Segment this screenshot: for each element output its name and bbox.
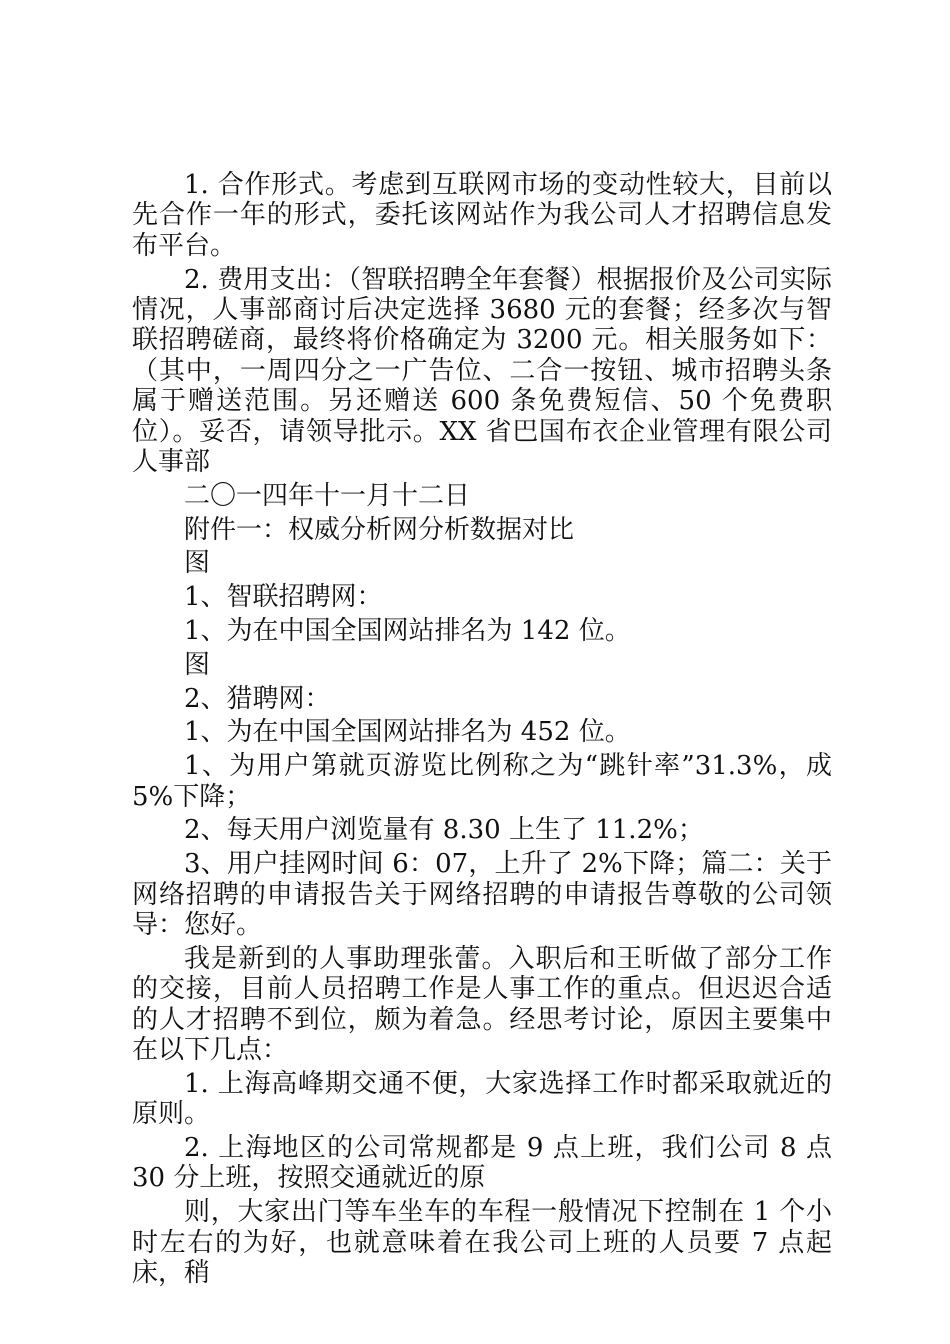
paragraph-figure-label: 图 <box>184 649 211 680</box>
paragraph-figure-label: 图 <box>184 548 211 579</box>
document-body <box>132 170 832 1288</box>
paragraph-bounce-rate: 1、为用户第就页游览比例称之为“跳针率”31.3%，成 5%下降； <box>132 751 832 812</box>
paragraph-daily-views: 2、每天用户浏览量有 8.30 上生了 11.2%； <box>184 815 704 846</box>
paragraph-online-time: 3、用户挂网时间 6：07，上升了 2%下降；篇二：关于网络招聘的申请报告关于网络招聘的申请报告尊敬的公司领导：您好。 <box>132 849 832 941</box>
paragraph-liepin-rank: 1、为在中国全国网站排名为 452 位。 <box>184 717 631 748</box>
paragraph-cooperation-form: 1. 合作形式。考虑到互联网市场的变动性较大，目前以先合作一年的形式，委托该网站作为我公司人才招聘信息发布平台。 <box>132 170 832 261</box>
paragraph-attachment-title: 附件一：权威分析网分析数据对比 <box>184 514 575 545</box>
paragraph-zhilian-rank: 1、为在中国全国网站排名为 142 位。 <box>184 616 631 647</box>
paragraph-introduction: 我是新到的人事助理张蕾。入职后和王昕做了部分工作的交接，目前人员招聘工作是人事工作的重点。但迟迟合适的人才招聘不到位，颇为着急。经思考讨论，原因主要集中在以下几点： <box>132 943 832 1066</box>
paragraph-zhilian-heading: 1、智联招聘网： <box>184 582 383 613</box>
paragraph-liepin-heading: 2、猎聘网： <box>184 683 331 714</box>
paragraph-reason-commute: 则，大家出门等车坐车的车程一般情况下控制在 1 个小时左右的为好，也就意味着在我公司上班的人员要 7 点起床，稍 <box>132 1197 832 1289</box>
paragraph-reason-hours: 2. 上海地区的公司常规都是 9 点上班，我们公司 8 点 30 分上班，按照交通就近的原 <box>132 1133 832 1194</box>
paragraph-reason-traffic: 1. 上海高峰期交通不便，大家选择工作时都采取就近的原则。 <box>132 1068 832 1130</box>
paragraph-cost-expenditure: 2. 费用支出：（智联招聘全年套餐）根据报价及公司实际情况，人事部商讨后决定选择 3680 元的套餐；经多次与智联招聘磋商，最终将价格确定为 3200 元。相关服务如下：（其中，一周四分之一广告位、二合一按钮、城市招聘头条属于赠送范围。另还赠送 600 条免费短信、50 个免费职位）。妥否，请领导批示。XX 省巴国布衣企业管理有限公司人事部 <box>132 264 832 478</box>
paragraph-date: 二〇一四年十一月十二日 <box>184 480 471 511</box>
